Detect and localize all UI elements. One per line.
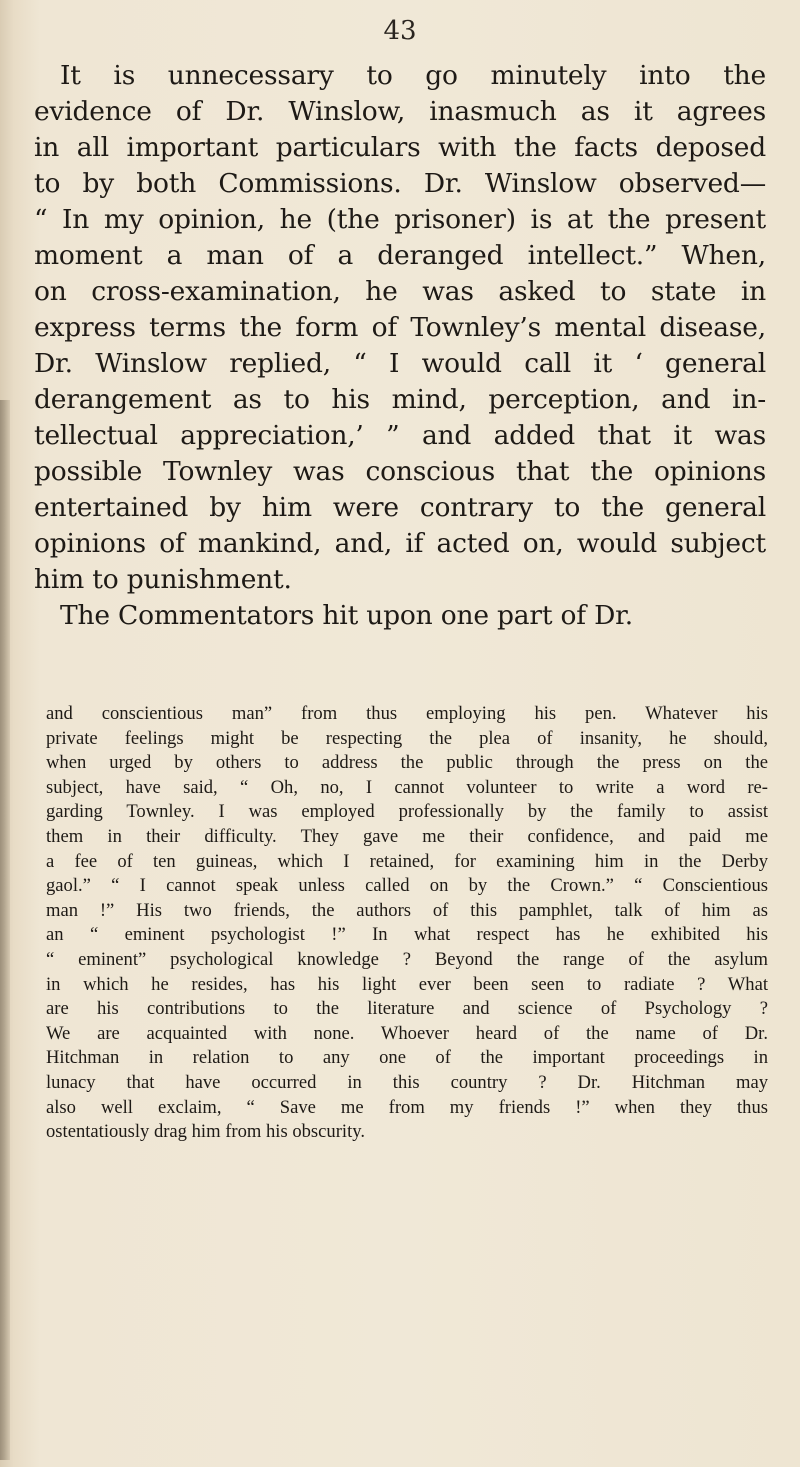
footnote-line: “ eminent” psychological knowledge ? Beyond the range of the asylum — [46, 948, 768, 970]
footnote-line: also well exclaim, “ Save me from my friends !” when they thus — [46, 1096, 768, 1118]
body-line: tellectual appreciation,’ ” and added that it was — [34, 420, 766, 451]
footnote-line: are his contributions to the literature and science of Psychology ? — [46, 998, 768, 1020]
page-number: 43 — [383, 16, 417, 46]
body-line: him to punishment. — [34, 564, 292, 595]
body-line: derangement as to his mind, perception, and in- — [34, 384, 766, 415]
body-line: opinions of mankind, and, if acted on, would subject — [34, 528, 766, 559]
footnote-line: subject, have said, “ Oh, no, I cannot volunteer to write a word re- — [46, 776, 768, 798]
body-line: evidence of Dr. Winslow, inasmuch as it agrees — [34, 96, 766, 127]
footnote-line: a fee of ten guineas, which I retained, for examining him in the Derby — [46, 850, 768, 872]
footnote-line: them in their difficulty. They gave me their confidence, and paid me — [46, 825, 768, 847]
body-text — [34, 58, 766, 634]
body-line: Dr. Winslow replied, “ I would call it ‘ general — [34, 348, 766, 379]
footnote-line: man !” His two friends, the authors of this pamphlet, talk of him as — [46, 899, 768, 921]
footnote-line: We are acquainted with none. Whoever heard of the name of Dr. — [46, 1022, 768, 1044]
body-line: The Commentators hit upon one part of Dr. — [60, 600, 633, 631]
body-line: possible Townley was conscious that the opinions — [34, 456, 766, 487]
footnote-line: Hitchman in relation to any one of the important proceedings in — [46, 1047, 768, 1069]
body-line: to by both Commissions. Dr. Winslow observed— — [34, 168, 766, 199]
body-line: “ In my opinion, he (the prisoner) is at the present — [34, 204, 766, 235]
body-line: moment a man of a deranged intellect.” When, — [34, 240, 766, 271]
footnote-line: garding Townley. I was employed professionally by the family to assist — [46, 801, 768, 823]
footnote-line: gaol.” “ I cannot speak unless called on by the Crown.” “ Conscientious — [46, 875, 768, 897]
footnote-text — [46, 702, 768, 1145]
binding-gutter — [0, 400, 10, 1460]
footnote-line: an “ eminent psychologist !” In what respect has he exhibited his — [46, 924, 768, 946]
footnote-line: ostentatiously drag him from his obscurity. — [46, 1121, 365, 1143]
body-line: entertained by him were contrary to the general — [34, 492, 766, 523]
footnote-line: when urged by others to address the public through the press on the — [46, 752, 768, 774]
body-line: in all important particulars with the facts deposed — [34, 132, 766, 163]
footnote-line: and conscientious man” from thus employing his pen. Whatever his — [46, 703, 768, 724]
footnote-line: lunacy that have occurred in this country ? Dr. Hitchman may — [46, 1071, 768, 1093]
footnote-line: private feelings might be respecting the plea of insanity, he should, — [46, 727, 768, 749]
body-line: express terms the form of Townley’s mental disease, — [34, 312, 766, 343]
footnote-line: in which he resides, has his light ever been seen to radiate ? What — [46, 973, 768, 995]
body-line: It is unnecessary to go minutely into the — [60, 60, 766, 91]
body-line: on cross-examination, he was asked to state in — [34, 276, 766, 307]
